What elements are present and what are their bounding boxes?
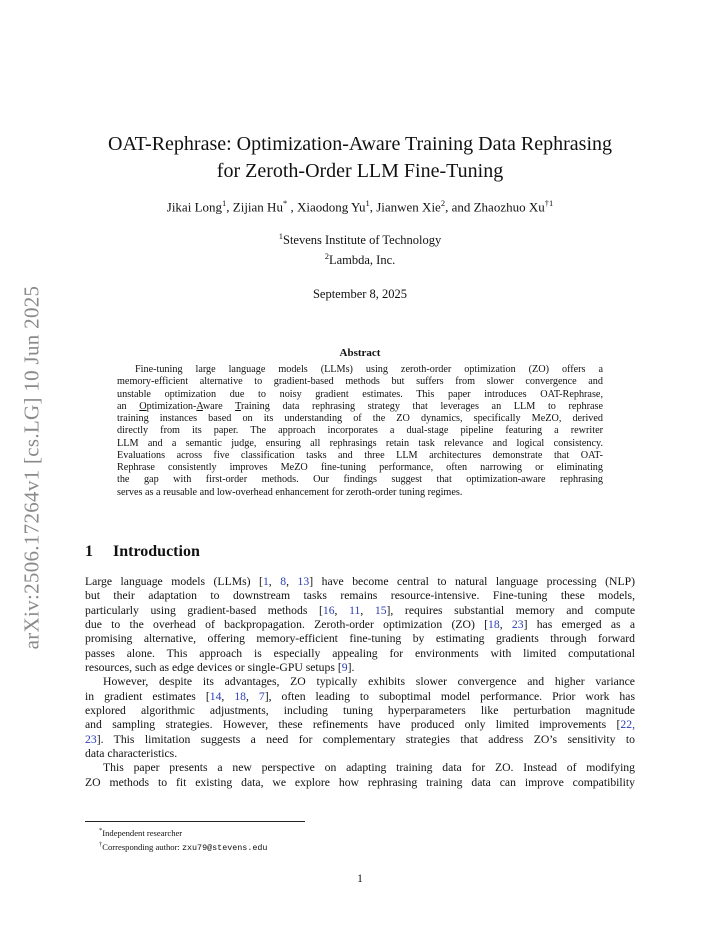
abstract-body [117,364,603,499]
arxiv-identifier-text: arXiv:2506.17264v1 [cs.LG] 10 Jun 2025 [19,285,44,649]
author-list [60,198,660,215]
text-run: ], requires substantial memory and compute [386,603,636,617]
author-name: Jianwen Xie [376,199,441,215]
footnote-item [85,839,645,854]
underlined-letter: O [139,400,147,412]
paper-title-line-1: OAT-Rephrase: Optimization-Aware Training Data Rephrasing [108,133,612,155]
footnote-item [85,825,645,839]
footnote-text: Corresponding author: [102,842,182,853]
abstract-line: Fine-tuning large language models (LLMs) using zeroth-order optimization (ZO) offers a [135,364,603,375]
abstract-line: Rephrase consistently improves MeZO fine-tuning performance, often narrowing or eliminating [117,462,603,473]
text-run: raining data rephrasing strategy that leverages an LLM to rephrase [240,400,603,412]
paper-date: September 8, 2025 [312,287,408,301]
text-run: ] have become central to natural language processing (NLP) [309,575,635,588]
citation-link[interactable]: 16 [322,603,335,617]
citation-link[interactable]: 14 [209,689,222,703]
text-run: particularly using gradient-based methods [ [85,603,323,617]
body-line: ZO methods to fit existing data, we explore how rephrasing training data can improve compatibility [85,775,635,789]
body-line: but their adaptation to downstream tasks remains resource-intensive. Fine-tuning these models, [85,589,635,603]
citation-link[interactable]: 23 [511,618,524,632]
body-line: due to the overhead of backpropagation. Zeroth-order optimization (ZO) [18, 23] has emerged as a [85,618,636,632]
underlined-letter: T [235,400,241,412]
arxiv-identifier-stamp [2,222,62,712]
citation-link[interactable]: 9 [341,661,348,675]
body-line: in gradient estimates [14, 18, 7], often leading to suboptimal model performance. Prior work has [85,689,635,703]
abstract-line: the gap with first-order methods. Our findings suggest that optimization-aware rephrasing [117,474,603,486]
paper-title-line-2: for Zeroth-Order LLM Fine-Tuning [216,160,504,182]
abstract-line: LLM and a semantic judge, ensuring all rephrasings retain task relevance and logical consistency. [117,437,603,449]
body-line [85,718,635,732]
citation-link[interactable]: 15 [374,603,387,617]
body-line [85,661,635,675]
underlined-letter: A [196,400,203,412]
footnote-mark: † [99,841,103,849]
author-affiliation-mark: 1 [365,198,370,208]
author-affiliation-mark: 1 [222,198,227,208]
abstract-line: unstable optimization due to noisy gradient estimates. This paper introduces OAT-Rephrase, [117,388,603,400]
author-name: Zijian Hu [232,199,283,215]
text-run: Large language models (LLMs) [ [85,575,263,588]
page-number: 1 [357,873,363,885]
footnote-email-link[interactable]: zxu79@stevens.edu [181,843,268,854]
citation-link[interactable]: 23 [85,732,97,746]
section-title: Introduction [113,543,200,560]
author-name: Xiaodong Yu [296,199,366,215]
body-line [85,733,635,747]
text-run: and sampling strategies. However, these refinements have produced only limited improvements [ [85,718,621,732]
body-line: passes alone. This approach is especially appealing for environments with limited computational [85,646,635,660]
author-name: Zhaozhuo Xu [473,199,545,215]
citation-link[interactable]: 1 [262,575,269,588]
abstract-heading: Abstract [339,347,381,359]
citation-link[interactable]: 11 [349,603,361,617]
citation-link[interactable]: 8 [280,575,287,588]
footnote-mark: * [99,827,103,834]
citation-link[interactable]: 18 [488,618,500,632]
text-run: ptimization- [146,400,197,412]
footnote-text: Independent researcher [102,827,183,838]
affiliation-item [160,228,560,248]
body-line: However, despite its advantages, ZO typically exhibits slower convergence and higher variance [103,675,635,689]
author-affiliation-mark: †1 [544,198,554,208]
section-number: 1 [85,543,93,560]
text-run: due to the overhead of backpropagation. Zeroth-order optimization (ZO) [ [85,618,488,632]
body-line: This paper presents a new perspective on adapting training data for ZO. Instead of modifying [103,761,635,775]
affiliation-name: Lambda, Inc. [328,253,396,268]
author-affiliation-mark: * [282,198,288,208]
text-run: an [117,400,140,412]
citation-link[interactable]: 7 [258,689,265,703]
body-line: promising alternative, offering memory-efficient fine-tuning by estimating gradients through forward [85,632,635,646]
introduction-body [85,575,635,790]
citation-link[interactable]: 18 [234,689,246,703]
citation-link[interactable]: 22, [620,718,635,732]
affiliation-item [160,248,560,268]
affiliation-mark: 1 [278,231,283,241]
abstract-line [117,401,603,413]
body-line: particularly using gradient-based methods [16, 11, 15], requires substantial memory and compute [85,603,636,617]
abstract-line: serves as a reusable and low-overhead enhancement for zeroth-order tuning regimes. [117,486,463,498]
text-run: ] has emerged as a [523,618,636,632]
footnote-divider [85,821,305,822]
affiliation-name: Stevens Institute of Technology [283,233,442,248]
affiliation-list [160,228,560,268]
author-separator: , [287,199,297,215]
abstract-line: memory-efficient alternative to gradient-based methods but suffers from slower convergence and [117,376,603,388]
footnotes [85,825,645,855]
body-line: data characteristics. [85,747,178,761]
citation-link[interactable]: 13 [297,575,310,588]
body-line: Large language models (LLMs) [1, 8, 13] have become central to natural language processing (NLP) [85,575,635,588]
paper-title [70,131,650,185]
abstract-line: directly from its paper. The approach incorporates a dual-stage pipeline featuring a rewriter [117,425,603,437]
author-name: Jikai Long [166,199,223,215]
author-separator: , and [445,199,474,215]
abstract-line: training instances based on its understanding of the ZO dynamics, specifically MeZO, derived [117,413,603,424]
section-heading-introduction [85,543,200,561]
text-run: ]. [347,661,355,675]
author-separator: , [226,199,233,215]
affiliation-mark: 2 [324,251,329,262]
text-run: ], often leading to suboptimal model performance. Prior work has [264,689,635,703]
text-run: ware [202,400,236,412]
text-run: ]. This limitation suggests a need for complementary strategies that address ZO’s sensitivity to [96,732,635,746]
text-run: resources, such as edge devices or single-GPU setups [ [85,661,342,675]
text-run: in gradient estimates [ [85,689,210,703]
body-line: explored algorithmic adjustments, including tuning hyperparameters like perturbation magnitude [85,704,635,718]
author-affiliation-mark: 2 [440,198,446,208]
author-separator: , [369,199,377,215]
abstract-line: Evaluations across five classification tasks and three LLM architectures demonstrate that OAT- [117,449,603,461]
